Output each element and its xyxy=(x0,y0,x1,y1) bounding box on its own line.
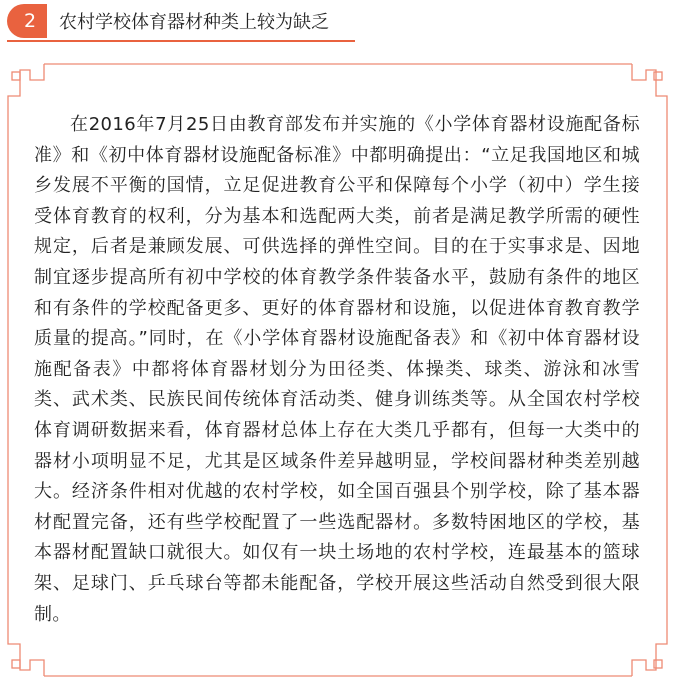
header-underline xyxy=(7,40,355,42)
body-paragraph: 在2016年7月25日由教育部发布并实施的《小学体育器材设施配备标准》和《初中体育器材设施配备标准》中都明确提出：“立足我国地区和城乡发展不平衡的国情，立足促进教育公平和保障每个小学（初中）学生接受体育教育的权利，分为基本和选配两大类，前者是满足教学所需的硬性规定，后者是兼顾发展、可供选择的弹性空间。目的在于实事求是、因地制宜逐步提高所有初中学校的体育教学条件装备水平，鼓励有条件的地区和有条件的学校配备更多、更好的体育器材和设施，以促进体育教育教学质量的提高。”同时，在《小学体育器材设施配备表》和《初中体育器材设施配备表》中都将体育器材划分为田径类、体操类、球类、游泳和冰雪类、武术类、民族民间传统体育活动类、健身训练类等。从全国农村学校体育调研数据来看，体育器材总体上存在大类几乎都有，但每一大类中的器材小项明显不足，尤其是区域条件差异越明显，学校间器材种类差别越大。经济条件相对优越的农村学校，如全国百强县个别学校，除了基本器材配置完备，还有些学校配置了一些选配器材。多数特困地区的学校，基本器材配置缺口就很大。如仅有一块土场地的农村学校，连最基本的篮球架、足球门、乒乓球台等都未能配备，学校开展这些活动自然受到很大限制。 xyxy=(34,114,640,625)
section-title: 农村学校体育器材种类上较为缺乏 xyxy=(59,12,329,33)
section-header xyxy=(7,4,329,38)
section-number-badge: 2 xyxy=(7,4,47,38)
